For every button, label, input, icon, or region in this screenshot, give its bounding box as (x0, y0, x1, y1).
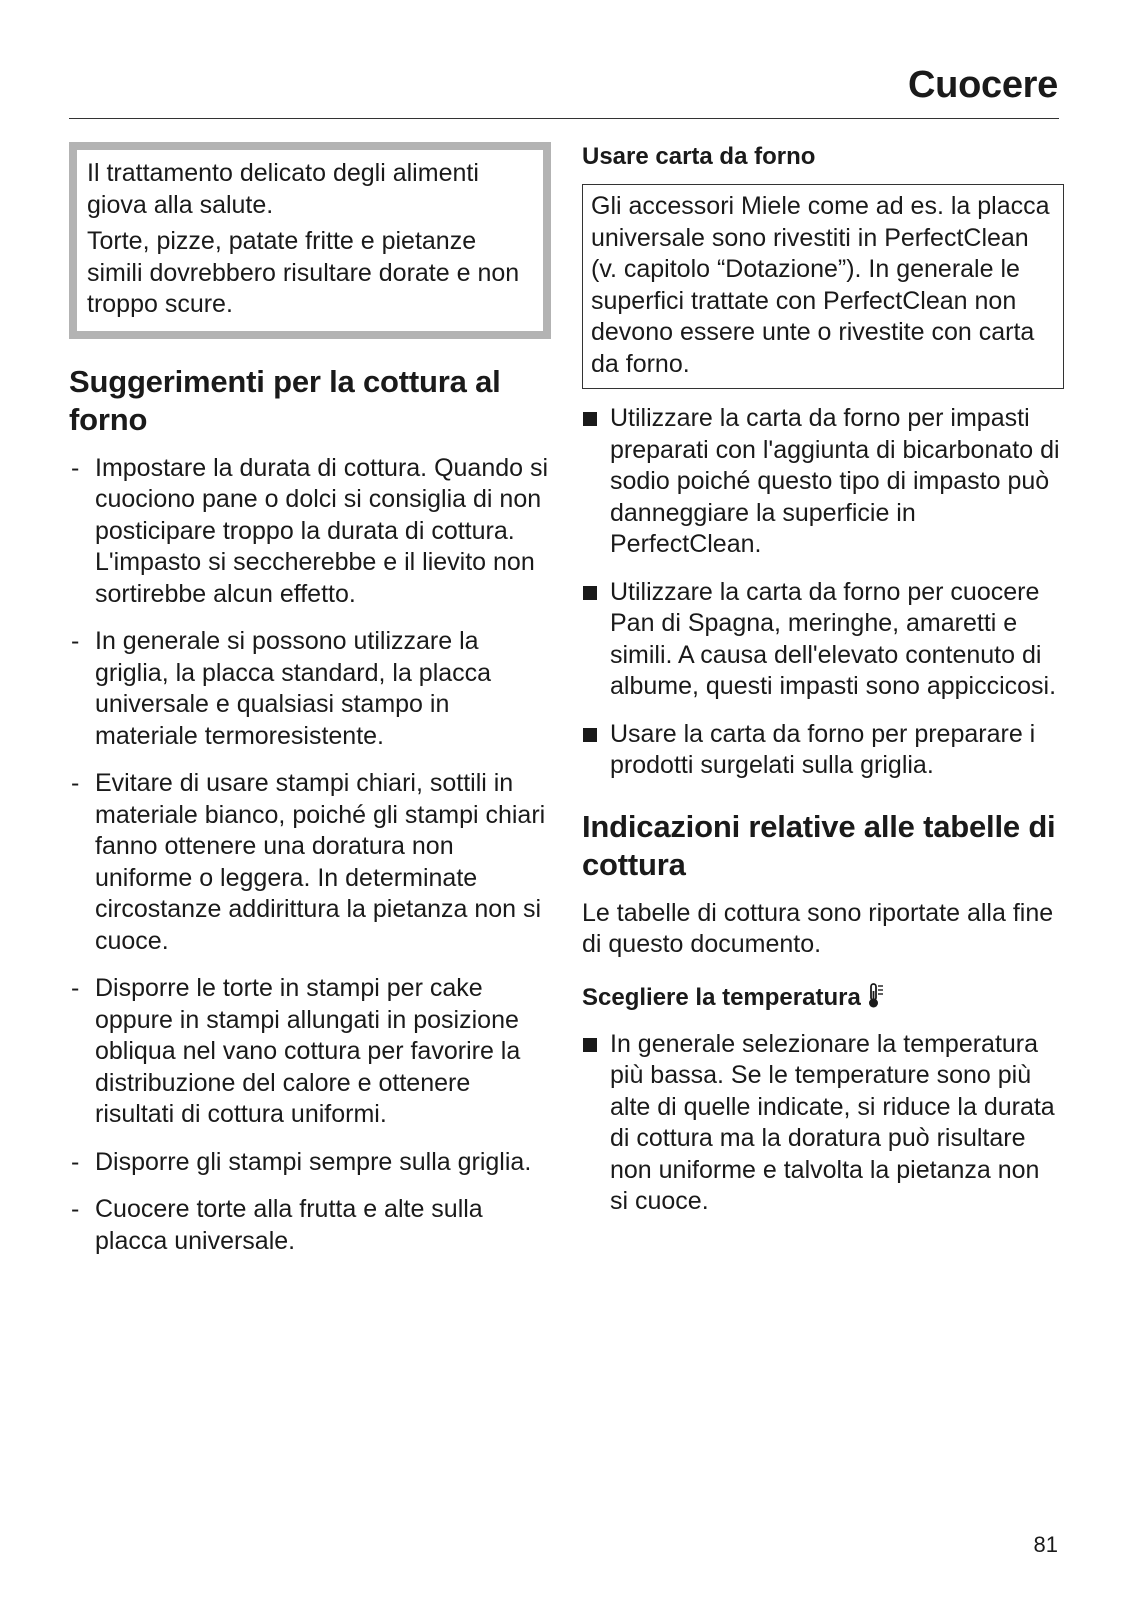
baking-tips-heading: Suggerimenti per la cottura al forno (69, 363, 501, 437)
list-item-text: Evitare di usare stampi chiari, sottili in materiale bianco, poiché gli stampi chiari fanno ottenere una doratura non uniforme o leggera. In determinate circostanze addirittura la pietanza non si cuoce. (95, 769, 546, 955)
list-item-text: In generale si possono utilizzare la griglia, la placca standard, la placca universale e qualsiasi stampo in materiale termoresistente. (95, 627, 492, 750)
list-item (69, 626, 551, 752)
page-number: 81 (1033, 1532, 1058, 1557)
list-item-text: Utilizzare la carta da forno per cuocere Pan di Spagna, meringhe, amaretti e simili. A causa dell'elevato contenuto di albume, questi impasti sono appiccicosi. (610, 577, 1057, 700)
list-item-text: In generale selezionare la temperatura più bassa. Se le temperature sono più alte di quelle indicate, si riduce la durata di cottura ma la doratura può risultare non uniforme e talvolta la pietanza non si cuoce. (610, 1029, 1055, 1215)
temperature-heading-label: Scegliere la temperatura (582, 983, 861, 1011)
list-item (69, 453, 551, 611)
list-item (582, 719, 1064, 782)
square-bullet-icon (583, 1038, 597, 1052)
square-bullet-icon (583, 412, 597, 426)
health-note-paragraph-2: Torte, pizze, patate fritte e pietanze simili dovrebbero risultare dorate e non troppo scure. (87, 227, 520, 318)
list-item (582, 577, 1064, 703)
square-bullet-icon (583, 586, 597, 600)
dash-bullet: - (71, 769, 80, 797)
left-column (69, 142, 551, 1273)
list-item (69, 973, 551, 1131)
dash-bullet: - (71, 627, 80, 655)
square-bullet-icon (583, 728, 597, 742)
health-note-paragraph-1: Il trattamento delicato degli alimenti giova alla salute. (87, 159, 479, 219)
list-item-text: Impostare la durata di cottura. Quando si cuociono pane o dolci si consiglia di non posticipare troppo la durata di cottura. L'impasto si seccherebbe e il lievito non sortirebbe alcun effetto. (95, 453, 549, 608)
cooking-tables-heading: Indicazioni relative alle tabelle di cottura (582, 808, 1056, 882)
list-item-text: Disporre gli stampi sempre sulla griglia. (95, 1147, 532, 1176)
thermometer-icon (867, 983, 885, 1017)
header-divider (69, 118, 1059, 119)
list-item (69, 768, 551, 957)
list-item-text: Utilizzare la carta da forno per impasti preparati con l'aggiunta di bicarbonato di sodio poiché questo tipo di impasto può danneggiare la superficie in PerfectClean. (610, 404, 1060, 558)
dash-bullet: - (71, 1147, 80, 1176)
list-item (582, 403, 1064, 561)
right-column (582, 142, 1064, 1234)
temperature-heading (582, 983, 1064, 1017)
perfectclean-note-box (582, 184, 1064, 389)
cooking-tables-text: Le tabelle di cottura sono riportate alla fine di questo documento. (582, 898, 1054, 958)
dash-bullet: - (71, 453, 80, 482)
dash-bullet: - (71, 1195, 80, 1223)
baking-tips-list (69, 453, 551, 1258)
page-title: Cuocere (908, 64, 1058, 106)
perfectclean-note-text: Gli accessori Miele come ad es. la placca universale sono rivestiti in PerfectClean (v. capitolo “Dotazione”). In generale le superfici trattate con PerfectClean non devono essere unte o rivestite con carta da forno. (591, 192, 1050, 378)
list-item-text: Usare la carta da forno per preparare i prodotti surgelati sulla griglia. (610, 719, 1036, 779)
health-note-box (69, 142, 551, 339)
list-item (582, 1029, 1064, 1218)
list-item (69, 1147, 551, 1179)
list-item-text: Cuocere torte alla frutta e alte sulla placca universale. (95, 1195, 483, 1255)
baking-paper-heading: Usare carta da forno (582, 143, 816, 170)
baking-paper-list (582, 403, 1064, 782)
dash-bullet: - (71, 974, 80, 1002)
list-item (69, 1194, 551, 1257)
list-item-text: Disporre le torte in stampi per cake oppure in stampi allungati in posizione obliqua nel vano cottura per favorire la distribuzione del calore e ottenere risultati di cottura uniformi. (95, 974, 521, 1128)
temperature-list (582, 1029, 1064, 1218)
